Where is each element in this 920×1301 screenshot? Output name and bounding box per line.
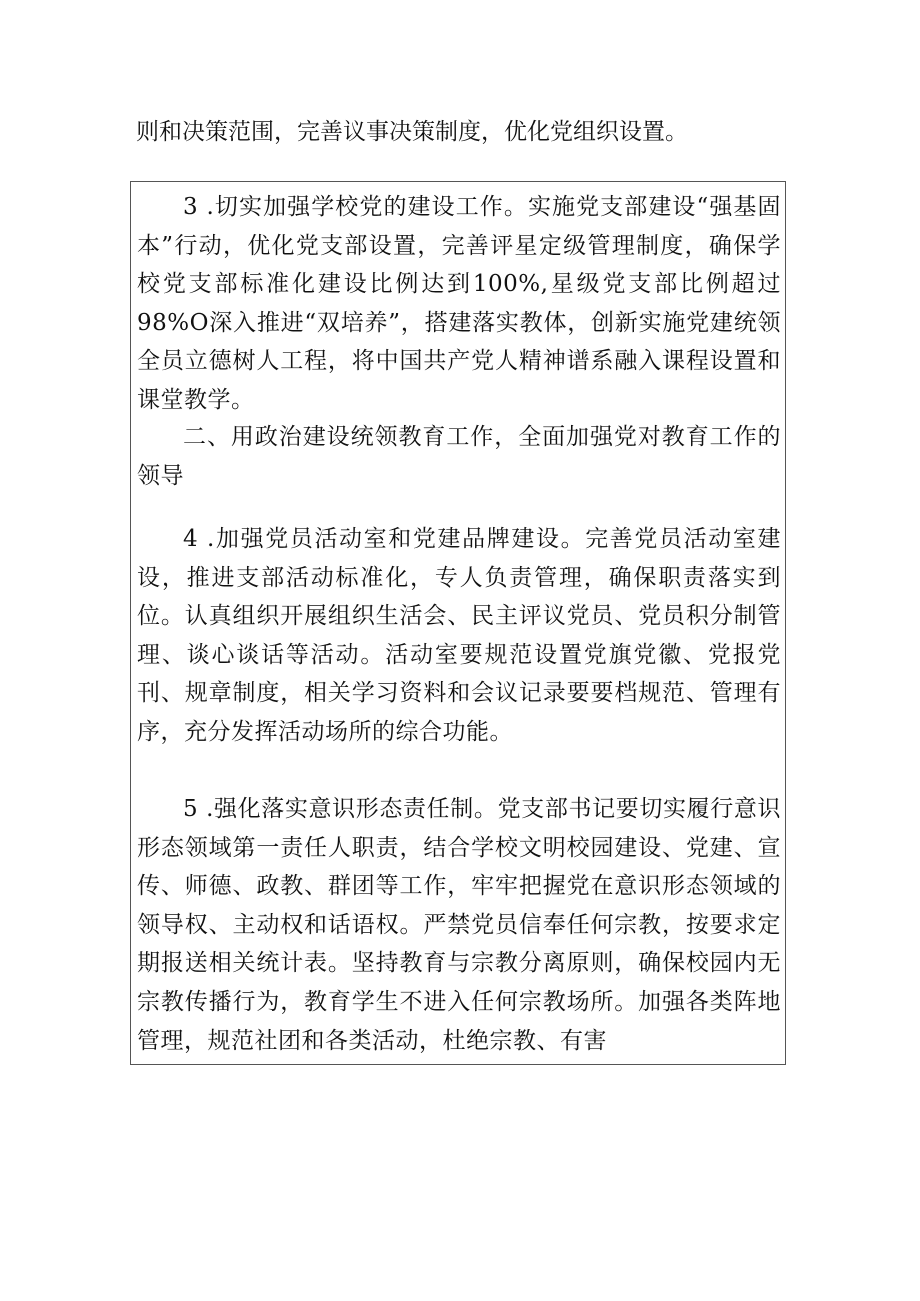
paragraph-item-5: 5 .强化落实意识形态责任制。党支部书记要切实履行意识形态领域第一责任人职责，结合学校文明校园建设、党建、宣传、师德、政教、群团等工作，牢牢把握党在意识形态领域的领导权、主动权和话语权。严禁党员信奉任何宗教，按要求定期报送相关统计表。坚持教育与宗教分离原则，确保校园内无宗教传播行为，教育学生不进入任何宗教场所。加强各类阵地管理，规范社团和各类活动，杜绝宗教、有害 (137, 796, 781, 1054)
bordered-text-box (130, 181, 786, 1065)
paragraph-item-3: 3 .切实加强学校党的建设工作。实施党支部建设“强基固本”行动，优化党支部设置，完善评星定级管理制度，确保学校党支部标准化建设比例达到100%,星级党支部比例超过98%O深入推进“双培养”，搭建落实教体，创新实施党建统领全员立德树人工程，将中国共产党人精神谱系融入课程设置和课堂教学。 (137, 194, 781, 413)
paragraph-item-4: 4 .加强党员活动室和党建品牌建设。完善党员活动室建设，推进支部活动标准化，专人负责管理，确保职责落实到位。认真组织开展组织生活会、民主评议党员、党员积分制管理、谈心谈话等活动。活动室要规范设置党旗党徽、党报党刊、规章制度，相关学习资料和会议记录要要档规范、管理有序，充分发挥活动场所的综合功能。 (137, 526, 781, 745)
section-heading-two: 二、用政治建设统领教育工作，全面加强党对教育工作的领导 (137, 424, 781, 489)
continued-text-line: 则和决策范围，完善议事决策制度，优化党组织设置。 (136, 119, 688, 145)
